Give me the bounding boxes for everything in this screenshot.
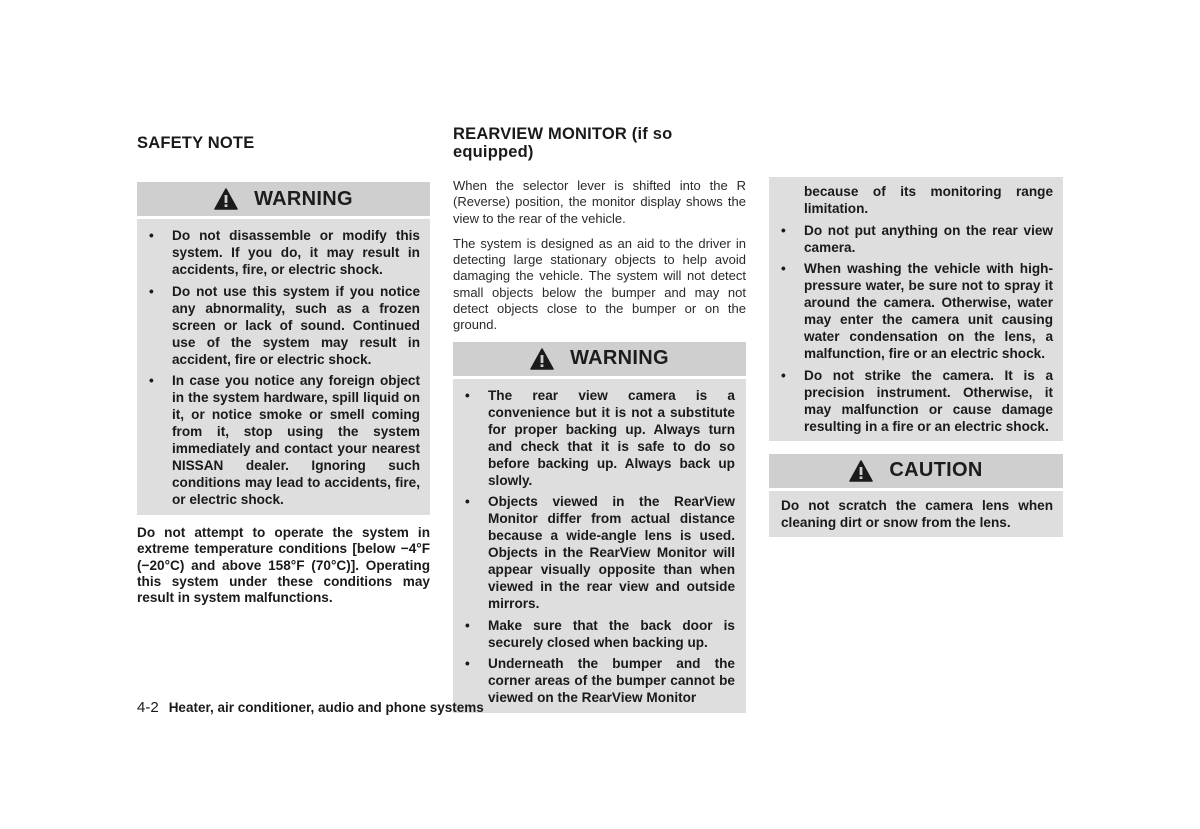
bullet: • <box>781 222 786 238</box>
warning-item-text: When washing the vehicle with high-pressure water, be sure not to spray it around the camera. Otherwise, water may enter the camera unit causing water condensation on the lens, a malfunction, fire or an electric shock. <box>804 261 1053 361</box>
middle-warning-box <box>453 342 746 714</box>
system-paragraph: The system is designed as an aid to the driver in detecting large stationary objects to help avoid damaging the vehicle. The system will not detect small objects below the bumper and may not detect objects close to the bumper or on the ground. <box>453 235 746 333</box>
page-footer <box>137 699 484 716</box>
heading-line-2: equipped) <box>453 143 534 161</box>
rearview-monitor-heading <box>453 125 746 161</box>
warning-continued-body <box>769 177 1063 441</box>
bullet: • <box>465 617 470 633</box>
caution-box <box>769 454 1063 537</box>
bullet: • <box>149 373 154 388</box>
warning-item-text: The rear view camera is a convenience but it is not a substitute for proper backing up. Always turn and check that it is safe to do so before backing up. Always back up slowly. <box>488 387 735 488</box>
warning-item <box>781 260 1053 362</box>
warning-item <box>465 493 735 612</box>
warning-item <box>781 222 1053 256</box>
warning-item <box>465 655 735 706</box>
warning-header <box>137 182 430 216</box>
warning-triangle-icon <box>530 348 554 370</box>
continued-text-content: because of its monitoring range limitation. <box>804 184 1053 216</box>
bullet: • <box>149 228 154 243</box>
right-column <box>769 177 1063 537</box>
warning-item-text: In case you notice any foreign object in the system hardware, spill liquid on it, or notice smoke or smell coming from it, stop using the system immediately and contact your nearest NISSAN dealer. Ignoring such conditions may lead to accidents, fire, or electric shock. <box>172 373 420 507</box>
warning-label: WARNING <box>254 187 353 210</box>
warning-item <box>465 617 735 651</box>
warning-triangle-icon <box>849 460 873 482</box>
warning-item-text: Underneath the bumper and the corner areas of the bumper cannot be viewed on the RearView Monitor <box>488 656 735 706</box>
bullet: • <box>781 367 786 383</box>
warning-item-text: Make sure that the back door is securely closed when backing up. <box>488 617 735 650</box>
caution-header <box>769 454 1063 488</box>
warning-item <box>149 227 420 278</box>
section-title: Heater, air conditioner, audio and phone systems <box>168 700 484 715</box>
caution-label: CAUTION <box>889 459 983 481</box>
bullet: • <box>465 494 470 510</box>
warning-item <box>465 387 735 489</box>
middle-column <box>453 125 746 713</box>
heading-line-1: REARVIEW MONITOR (if so <box>453 125 673 143</box>
intro-paragraph: When the selector lever is shifted into the R (Reverse) position, the monitor display shows the view to the rear of the vehicle. <box>453 178 746 226</box>
warning-item <box>149 283 420 368</box>
warning-item-text: Do not strike the camera. It is a precision instrument. Otherwise, it may malfunction or cause damage resulting in a fire or an electric shock. <box>804 367 1053 434</box>
bullet: • <box>465 656 470 672</box>
warning-item-text: Do not use this system if you notice any abnormality, such as a frozen screen or lack of sound. Continued use of the system may result in accident, fire or electric shock. <box>172 283 420 367</box>
warning-triangle-icon <box>214 188 238 210</box>
warning-item <box>149 372 420 508</box>
warning-label: WARNING <box>570 347 669 370</box>
temperature-note: Do not attempt to operate the system in extreme temperature conditions [below −4°F (−20°C) and above 158°F (70°C)]. Operating this system under these conditions may result in system malfunctions. <box>137 525 430 606</box>
caution-body <box>769 491 1063 537</box>
safety-note-heading: SAFETY NOTE <box>137 134 255 152</box>
warning-body <box>453 379 746 714</box>
warning-item-text: Objects viewed in the RearView Monitor differ from actual distance because a wide-angle lens is used. Objects in the RearView Monitor will appear visually opposite than when viewed in the rear view and outside mirrors. <box>488 494 735 612</box>
warning-item-text: Do not put anything on the rear view camera. <box>804 222 1053 255</box>
bullet: • <box>149 283 154 299</box>
warning-header <box>453 342 746 376</box>
bullet: • <box>465 387 470 403</box>
left-column <box>137 134 430 606</box>
continued-text <box>781 183 1053 217</box>
warning-body <box>137 219 430 515</box>
left-warning-box <box>137 182 430 515</box>
caution-text: Do not scratch the camera lens when cleaning dirt or snow from the lens. <box>781 497 1053 530</box>
warning-item-text: Do not disassemble or modify this system. If you do, it may result in accidents, fire, or electric shock. <box>172 228 420 277</box>
bullet: • <box>781 261 786 276</box>
page-number: 4-2 <box>137 699 159 716</box>
warning-item <box>781 367 1053 435</box>
